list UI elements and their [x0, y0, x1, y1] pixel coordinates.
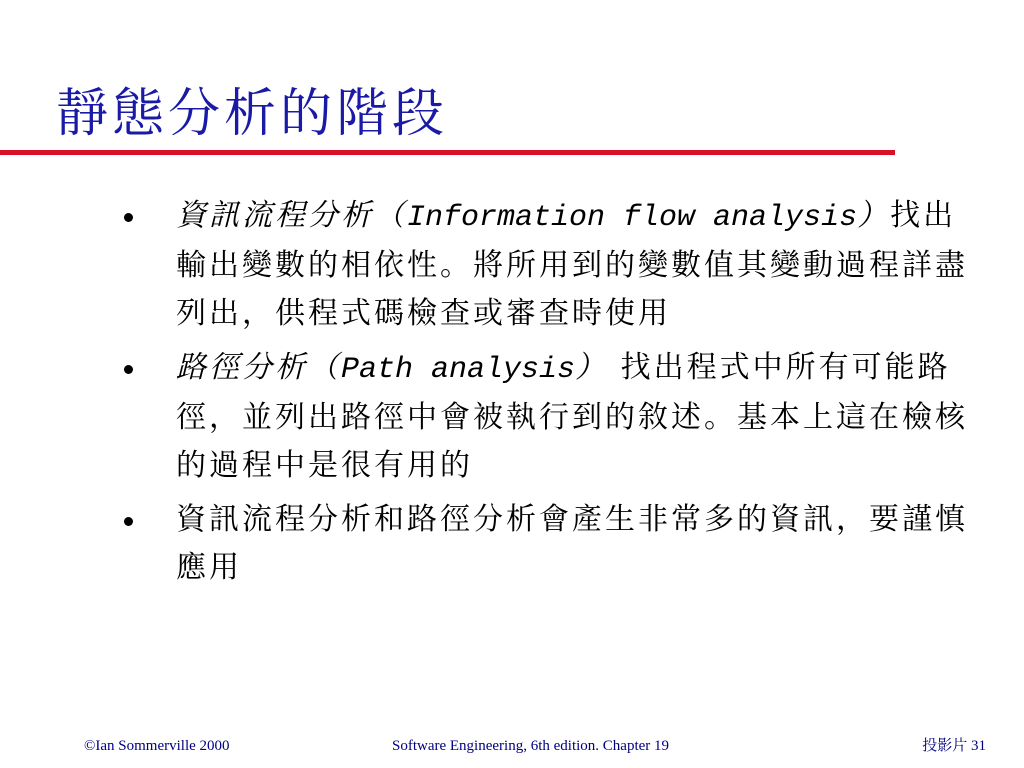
title-underline	[0, 150, 895, 155]
bullet-term: 路徑分析	[176, 350, 308, 385]
bullet-close-paren: ）	[857, 198, 891, 233]
bullet-dot-icon	[124, 365, 133, 374]
slide-title: 靜態分析的階段	[56, 84, 449, 144]
bullet-text: 找出輸出變數的相依性。將所用到的變數值其變動過程詳盡列出，供程式碼檢查或審查時使用	[176, 198, 968, 331]
footer-slide-number: 投影片 31	[922, 738, 986, 754]
bullet-close-paren: ）	[575, 350, 609, 385]
bullet-item	[120, 496, 980, 592]
bullet-item	[120, 192, 980, 338]
footer-copyright: ©Ian Sommerville 2000	[84, 738, 230, 754]
footer-book-title: Software Engineering, 6th edition. Chapter 19	[392, 738, 670, 754]
bullet-english-term: Path analysis	[341, 353, 576, 387]
bullet-item	[120, 344, 980, 490]
bullet-dot-icon	[124, 517, 133, 526]
bullet-english-term: Information flow analysis	[407, 201, 858, 235]
bullet-text: 找出程式中所有可能路徑，並列出路徑中會被執行到的敘述。基本上這在檢核的過程中是很有用的	[176, 350, 968, 483]
bullet-open-paren: （	[308, 350, 341, 385]
bullet-term: 資訊流程分析	[176, 198, 374, 233]
bullet-open-paren: （	[374, 198, 407, 233]
bullet-dot-icon	[124, 213, 133, 222]
bullet-text: 資訊流程分析和路徑分析會產生非常多的資訊，要謹慎應用	[176, 502, 968, 585]
bullet-list	[120, 192, 980, 598]
